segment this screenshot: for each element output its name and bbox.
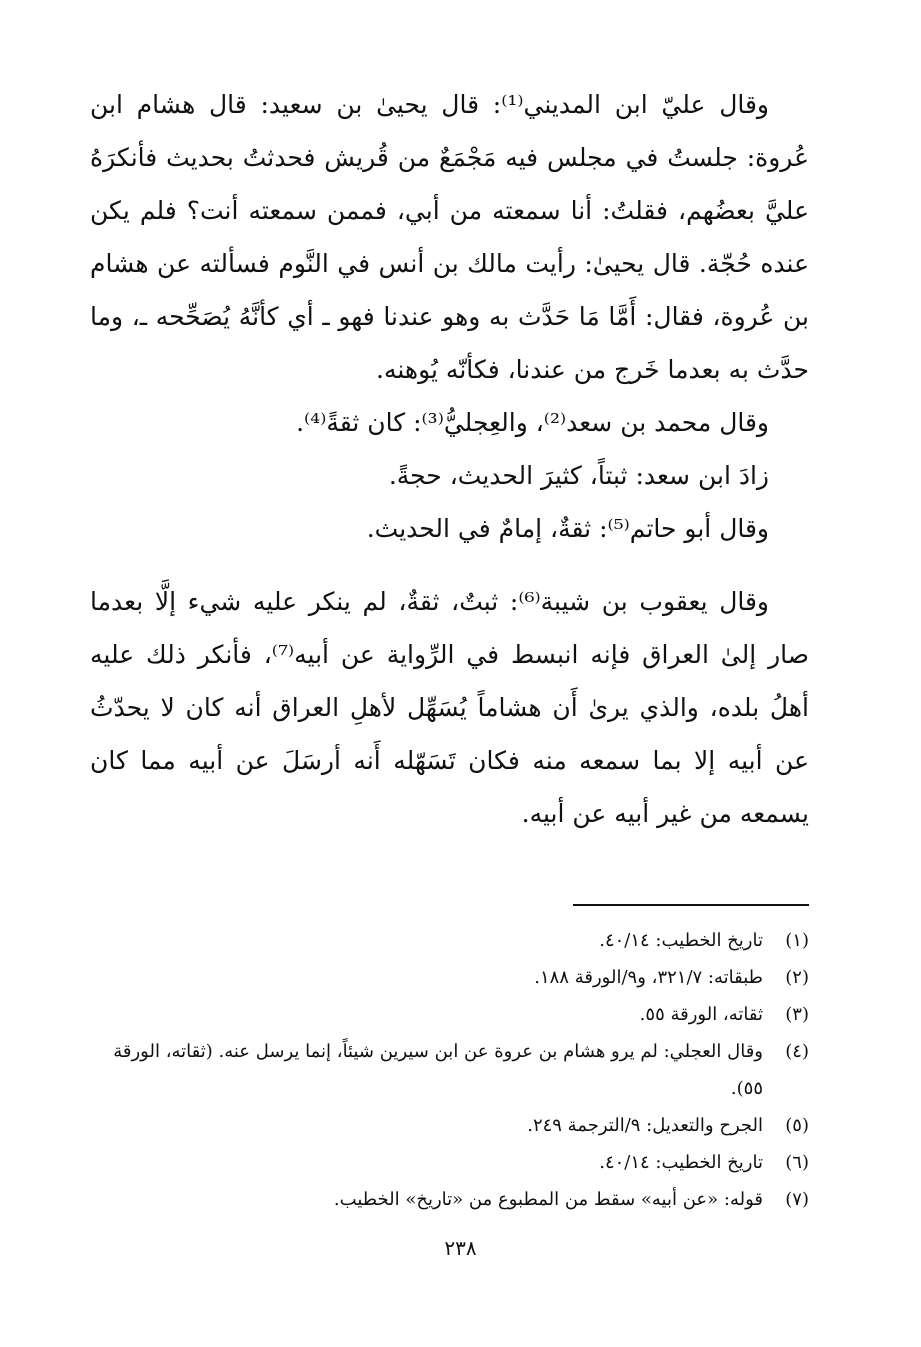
page-number: ٢٣٨ — [444, 1236, 477, 1260]
footnote-number: (٧) — [785, 1189, 809, 1210]
footnote-text: تاريخ الخطيب: ٤٠/١٤. — [599, 1152, 763, 1173]
footnote-text: الجرح والتعديل: ٩/الترجمة ٢٤٩. — [527, 1115, 763, 1136]
footnote-number: (١) — [785, 930, 809, 951]
footnote-number: (٢) — [785, 967, 809, 988]
footnote-1 — [90, 922, 809, 959]
paragraph-ibn-madini: وقال عليّ ابن المديني⁽¹⁾: قال يحيىٰ بن سعيد: قال هشام ابن عُروة: جلستُ في مجلس فيه مَجْمَعٌ من قُريش فحدثتُ بحديث فأنكرَهُ عليَّ بعضُهم، فقلتُ: أنا سمعته من أبي، فممن سمعته أنت؟ فلم يكن عنده حُجّة. قال يحيىٰ: رأيت مالك بن أنس في النَّوم فسألته عن هشام بن عُروة، فقال: أَمَّا مَا حَدَّث به وهو عندنا فهو ـ أي كأنَّهُ يُصَحِّحه ـ، وما حدَّث به بعدما خَرج من عندنا، فكأنّه يُوهنه. — [90, 90, 809, 384]
footnote-number: (٥) — [785, 1115, 809, 1136]
footnote-2 — [90, 959, 809, 996]
main-text — [90, 78, 809, 840]
paragraph-ibn-saad-addition: زادَ ابن سعد: ثبتاً، كثيرَ الحديث، حجةً. — [388, 461, 769, 490]
footnote-text: وقال العجلي: لم يرو هشام بن عروة عن ابن سيرين شيئاً، إنما يرسل عنه. (ثقاته، الورقة ٥٥). — [113, 1041, 763, 1099]
paragraph-yaqub-ibn-shaybah: وقال يعقوب بن شيبة⁽⁶⁾: ثبتٌ، ثقةٌ، لم ينكر عليه شيء إلَّا بعدما صار إلىٰ العراق فإنه انبسط في الرِّواية عن أبيه⁽⁷⁾، فأنكر ذلك عليه أهلُ بلده، والذي يرىٰ أَن هشاماً يُسَهِّل لأهلِ العراق أنه كان لا يحدّثُ عن أبيه إلا بما سمعه منه فكان تَسَهّله أَنه أرسَلَ عن أبيه مما كان يسمعه من غير أبيه عن أبيه. — [90, 587, 809, 828]
footnote-3 — [90, 996, 809, 1033]
footnote-text: ثقاته، الورقة ٥٥. — [639, 1004, 763, 1025]
footnote-text: تاريخ الخطيب: ٤٠/١٤. — [599, 930, 763, 951]
paragraph-abu-hatim: وقال أبو حاتم⁽⁵⁾: ثقةٌ، إمامٌ في الحديث. — [366, 514, 769, 543]
footnote-7 — [90, 1181, 809, 1218]
footnote-number: (٦) — [785, 1152, 809, 1173]
footnote-number: (٣) — [785, 1004, 809, 1025]
footnote-4 — [90, 1033, 809, 1107]
paragraph-ibn-saad-ijli: وقال محمد بن سعد⁽²⁾، والعِجليُّ⁽³⁾: كان ثقةً⁽⁴⁾. — [296, 408, 769, 437]
footnote-5 — [90, 1107, 809, 1144]
footnotes — [90, 922, 809, 1218]
footnote-text: قوله: «عن أبيه» سقط من المطبوع من «تاريخ» الخطيب. — [333, 1189, 763, 1210]
footnote-separator — [573, 904, 809, 906]
footnote-6 — [90, 1144, 809, 1181]
footnote-text: طبقاته: ٣٢١/٧، و٩/الورقة ١٨٨. — [534, 967, 763, 988]
footnote-number: (٤) — [785, 1041, 809, 1062]
